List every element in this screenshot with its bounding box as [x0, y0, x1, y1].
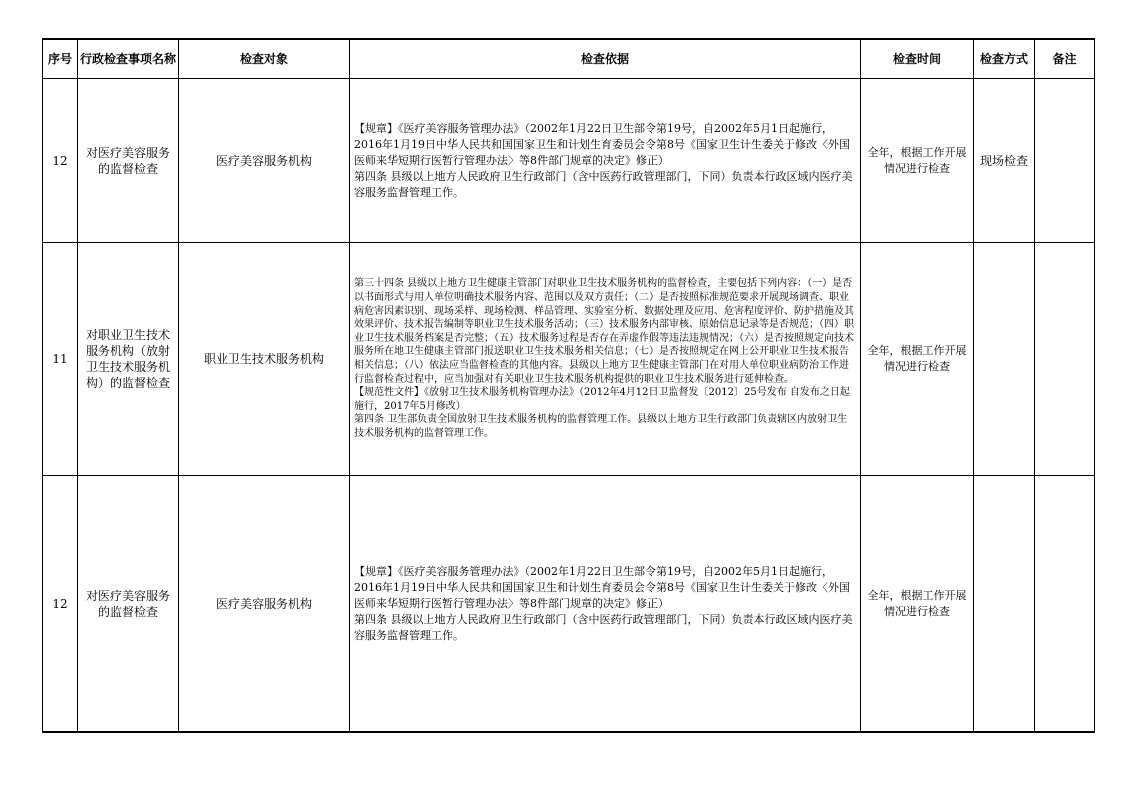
header-basis: 检查依据	[350, 39, 861, 79]
header-row	[43, 39, 1095, 79]
row-target: 职业卫生技术服务机构	[179, 243, 350, 476]
row-time: 全年，根据工作开展情况进行检查	[861, 476, 974, 733]
row-item: 对医疗美容服务的监督检查	[78, 476, 179, 733]
basis-paragraph: 第四条 县级以上地方人民政府卫生行政部门（含中医药行政管理部门，下同）负责本行政区域内医疗美容服务监督管理工作。	[354, 169, 853, 199]
row-note	[1035, 243, 1095, 476]
table-row	[43, 476, 1095, 733]
row-basis	[350, 243, 861, 476]
table-row	[43, 243, 1095, 476]
row-item: 对医疗美容服务的监督检查	[78, 79, 179, 243]
header-index: 序号	[43, 39, 78, 79]
header-time: 检查时间	[861, 39, 974, 79]
row-time: 全年，根据工作开展情况进行检查	[861, 79, 974, 243]
row-target: 医疗美容服务机构	[179, 476, 350, 733]
row-basis	[350, 79, 861, 243]
basis-paragraph: 第三十四条 县级以上地方卫生健康主管部门对职业卫生技术服务机构的监督检查，主要包括下列内容：（一）是否以书面形式与用人单位明确技术服务内容、范围以及双方责任；（二）是否按照标准规范要求开展现场调查、职业病危害因素识别、现场采样、现场检测、样品管理、实验室分析、数据处理及应用、危害程度评价、防护措施及其效果评价、技术报告编制等职业卫生技术服务活动；（三）技术服务内部审核、原始信息记录等是否规范；（四）职业卫生技术服务档案是否完整；（五）技术服务过程是否存在弄虚作假等违法违规情况；（六）是否按照规定向技术服务所在地卫生健康主管部门报送职业卫生技术服务相关信息；（七）是否按照规定在网上公开职业卫生技术报告相关信息；（八）依法应当监督检查的其他内容。县级以上地方卫生健康主管部门在对用人单位职业病防治工作进行监督检查过程中，应当加强对有关职业卫生技术服务机构提供的职业卫生技术服务进行延伸检查。	[354, 278, 854, 385]
inspection-table	[42, 38, 1095, 733]
basis-paragraph: 【规章】《医疗美容服务管理办法》（2002年1月22日卫生部令第19号，自2002年5月1日起施行，2016年1月19日中华人民共和国国家卫生和计划生育委员会令第8号《国家卫生计生委关于修改〈外国医师来华短期行医暂行管理办法〉等8件部门规章的决定》修正）	[354, 121, 850, 167]
row-index: 12	[43, 476, 78, 733]
row-time: 全年，根据工作开展情况进行检查	[861, 243, 974, 476]
row-method: 现场检查	[974, 79, 1035, 243]
row-basis	[350, 476, 861, 733]
table-row	[43, 79, 1095, 243]
header-item: 行政检查事项名称	[78, 39, 179, 79]
header-method: 检查方式	[974, 39, 1035, 79]
header-note: 备注	[1035, 39, 1095, 79]
row-target: 医疗美容服务机构	[179, 79, 350, 243]
row-note	[1035, 476, 1095, 733]
basis-paragraph: 第四条 卫生部负责全国放射卫生技术服务机构的监督管理工作。县级以上地方卫生行政部门负责辖区内放射卫生技术服务机构的监督管理工作。	[354, 414, 848, 439]
basis-paragraph: 【规章】《医疗美容服务管理办法》（2002年1月22日卫生部令第19号，自2002年5月1日起施行，2016年1月19日中华人民共和国国家卫生和计划生育委员会令第8号《国家卫生计生委关于修改〈外国医师来华短期行医暂行管理办法〉等8件部门规章的决定》修正）	[354, 564, 850, 610]
header-target: 检查对象	[179, 39, 350, 79]
row-index: 11	[43, 243, 78, 476]
row-method	[974, 243, 1035, 476]
row-item: 对职业卫生技术服务机构（放射卫生技术服务机构）的监督检查	[78, 243, 179, 476]
row-index: 12	[43, 79, 78, 243]
basis-paragraph: 【规范性文件】《放射卫生技术服务机构管理办法》（2012年4月12日卫监督发〔2012〕25号发布 自发布之日起施行，2017年5月修改）	[354, 387, 850, 412]
basis-paragraph: 第四条 县级以上地方人民政府卫生行政部门（含中医药行政管理部门，下同）负责本行政区域内医疗美容服务监督管理工作。	[354, 612, 853, 642]
row-method	[974, 476, 1035, 733]
row-note	[1035, 79, 1095, 243]
